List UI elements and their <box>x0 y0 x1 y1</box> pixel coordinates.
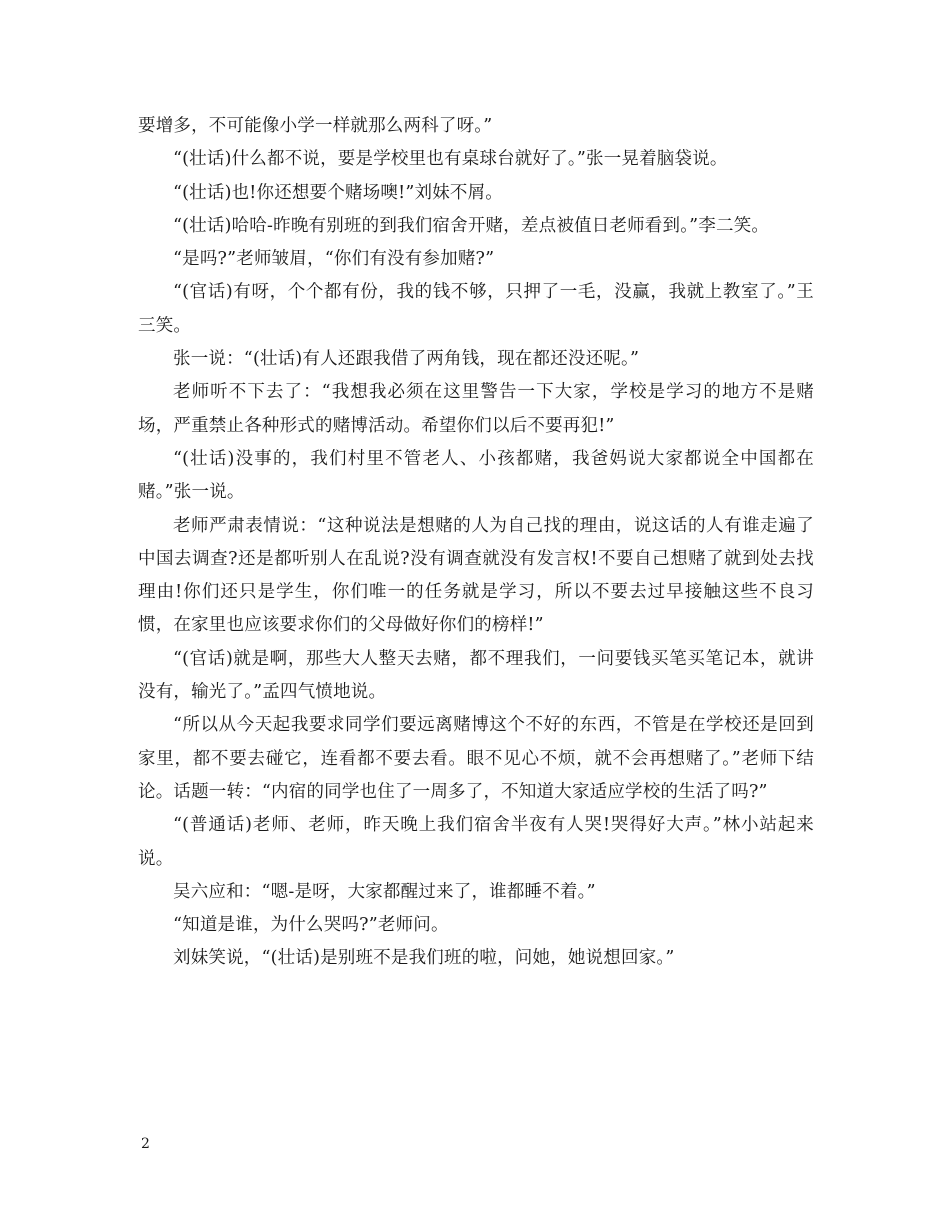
paragraph: “(官话)就是啊，那些大人整天去赌，都不理我们，一问要钱买笔买笔记本，就讲没有，输光了。”孟四气愤地说。 <box>138 648 814 703</box>
paragraph: 张一说：“(壮话)有人还跟我借了两角钱，现在都还没还呢。” <box>173 349 640 370</box>
paragraph: “(普通话)老师、老师，昨天晚上我们宿舍半夜有人哭!哭得好大声。”林小站起来说。 <box>138 815 814 869</box>
body-text <box>138 110 814 976</box>
paragraph: “(官话)有呀，个个都有份，我的钱不够，只押了一毛，没赢，我就上教室了。”王三笑。 <box>138 282 814 336</box>
paragraph: “是吗?”老师皱眉，“你们有没有参加赌?” <box>173 249 495 270</box>
page-number: 2 <box>141 1136 150 1152</box>
paragraph: 老师严肃表情说：“这种说法是想赌的人为自己找的理由，说这话的人有谁走遍了中国去调查?还是都听别人在乱说?没有调查就没有发言权!不要自己想赌了就到处去找理由!你们还只是学生，你们唯一的任务就是学习，所以不要去过早接触这些不良习惯，在家里也应该要求你们的父母做好你们的榜样!” <box>138 515 814 636</box>
paragraph: “知道是谁，为什么哭吗?”老师问。 <box>173 915 449 936</box>
paragraph: “(壮话)什么都不说，要是学校里也有桌球台就好了。”张一晃着脑袋说。 <box>173 149 728 170</box>
paragraph: “(壮话)哈哈-昨晚有别班的到我们宿舍开赌，差点被值日老师看到。”李二笑。 <box>173 215 770 236</box>
paragraph: “(壮话)没事的，我们村里不管老人、小孩都赌，我爸妈说大家都说全中国都在赌。”张一说。 <box>138 448 814 503</box>
paragraph: “所以从今天起我要求同学们要远离赌博这个不好的东西，不管是在学校还是回到家里，都不要去碰它，连看都不要去看。眼不见心不烦，就不会再想赌了。”老师下结论。话题一转：“内宿的同学也住了一周多了，不知道大家适应学校的生活了吗?” <box>138 715 814 802</box>
paragraph: 要增多，不可能像小学一样就那么两科了呀。” <box>138 116 493 136</box>
paragraph: 刘妹笑说，“(壮话)是别班不是我们班的啦，问她，她说想回家。” <box>173 948 675 969</box>
paragraph: “(壮话)也!你还想要个赌场噢!”刘妹不屑。 <box>173 182 504 203</box>
paragraph: 老师听不下去了：“我想我必须在这里警告一下大家，学校是学习的地方不是赌场，严重禁止各种形式的赌博活动。希望你们以后不要再犯!” <box>138 382 814 436</box>
paragraph: 吴六应和：“嗯-是呀，大家都醒过来了，谁都睡不着。” <box>173 881 596 902</box>
